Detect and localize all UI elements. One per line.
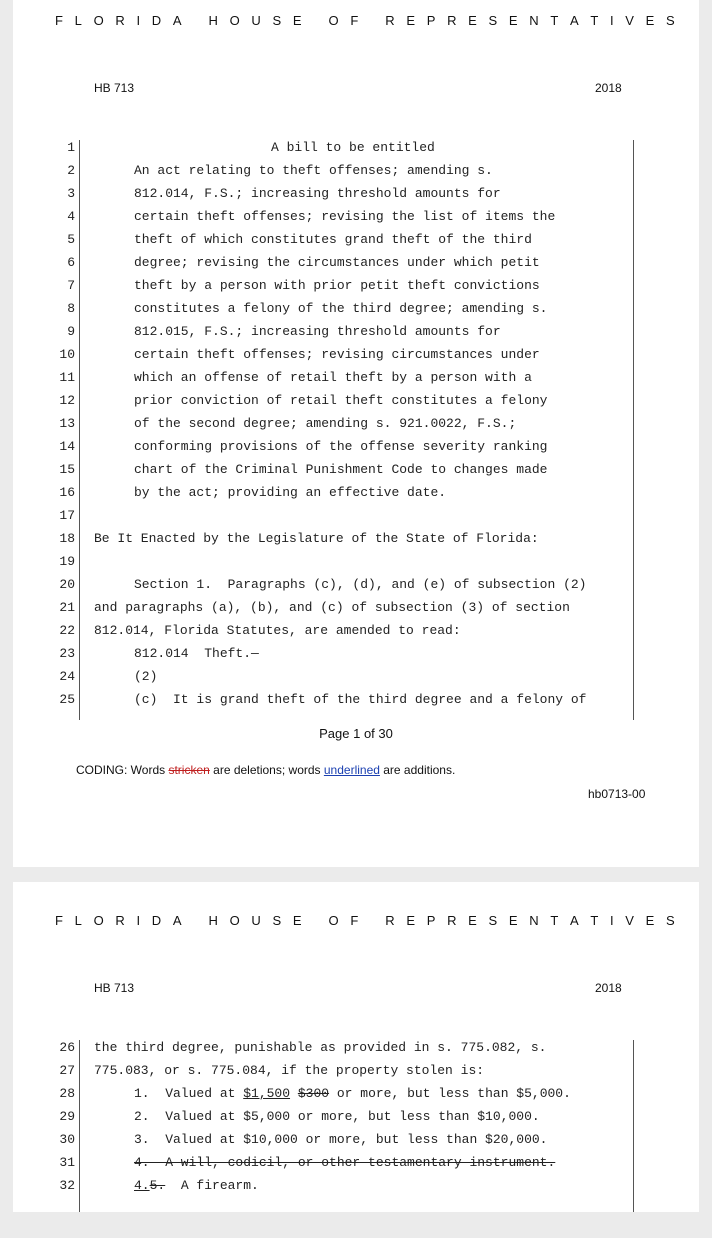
- chamber-letter: O: [328, 13, 339, 28]
- line-text: theft of which constitutes grand theft of the third: [134, 232, 532, 247]
- bill-line: [13, 324, 699, 347]
- line-number: 9: [67, 324, 75, 339]
- chamber-letter: R: [115, 913, 125, 928]
- chamber-letter: R: [447, 13, 457, 28]
- chamber-letter: A: [172, 913, 182, 928]
- bill-line: [13, 1155, 699, 1178]
- page-number: Page 1 of 30: [319, 726, 393, 741]
- bill-line: [13, 1086, 699, 1109]
- line-number: 29: [59, 1109, 75, 1124]
- line-text: the third degree, punishable as provided in s. 775.082, s.: [94, 1040, 547, 1055]
- chamber-letter: V: [625, 13, 634, 28]
- line-number: 30: [59, 1132, 75, 1147]
- line-number: 21: [59, 600, 75, 615]
- bill-year: 2018: [595, 81, 622, 95]
- chamber-letter: D: [151, 13, 162, 28]
- chamber-letter: E: [645, 913, 655, 928]
- line-number: 23: [59, 646, 75, 661]
- bill-line: [13, 232, 699, 255]
- chamber-letter: R: [385, 13, 395, 28]
- chamber-letter: S: [272, 913, 282, 928]
- chamber-letter: R: [115, 13, 125, 28]
- line-number: 1: [67, 140, 75, 155]
- coding-underlined: underlined: [323, 763, 380, 777]
- line-number: 6: [67, 255, 75, 270]
- line-number: 17: [59, 508, 75, 523]
- bill-page-2: [13, 882, 699, 1212]
- bill-line: [13, 278, 699, 301]
- line-text: (2): [134, 669, 158, 684]
- chamber-letter: N: [529, 13, 539, 28]
- line-text: 812.014, Florida Statutes, are amended to read:: [94, 623, 461, 638]
- chamber-letter: H: [208, 13, 218, 28]
- document-id: hb0713-00: [588, 787, 646, 801]
- chamber-letter: S: [665, 913, 675, 928]
- line-text: certain theft offenses; revising the list of items the: [134, 209, 556, 224]
- chamber-letter: F: [350, 13, 359, 28]
- line-number: 7: [67, 278, 75, 293]
- coding-stricken: stricken: [168, 763, 210, 777]
- chamber-letter: H: [208, 913, 218, 928]
- line-number: 8: [67, 301, 75, 316]
- bill-year: 2018: [595, 981, 622, 995]
- bill-line: [13, 531, 699, 554]
- chamber-letter: O: [93, 913, 104, 928]
- chamber-letter: L: [74, 913, 82, 928]
- chamber-letter: U: [251, 913, 261, 928]
- line-text: 3. Valued at $10,000 or more, but less than $20,000.: [134, 1132, 548, 1147]
- bill-line: [13, 1178, 699, 1201]
- line-text: prior conviction of retail theft constitutes a felony: [134, 393, 548, 408]
- line-number: 11: [59, 370, 75, 385]
- chamber-letter: S: [665, 13, 675, 28]
- chamber-letter: E: [292, 913, 302, 928]
- chamber-letter: E: [406, 13, 416, 28]
- chamber-letter: I: [609, 13, 614, 28]
- line-text: Be It Enacted by the Legislature of the State of Florida:: [94, 531, 539, 546]
- line-text: theft by a person with prior petit theft convictions: [134, 278, 540, 293]
- chamber-letter: E: [406, 913, 416, 928]
- line-text: chart of the Criminal Punishment Code to changes made: [134, 462, 548, 477]
- line-number: 24: [59, 669, 75, 684]
- chamber-letter: T: [550, 13, 559, 28]
- line-number: 15: [59, 462, 75, 477]
- bill-line: [13, 255, 699, 278]
- chamber-letter: A: [569, 13, 579, 28]
- line-number: 14: [59, 439, 75, 454]
- line-text: Section 1. Paragraphs (c), (d), and (e) of subsection (2): [134, 577, 587, 592]
- line-number: 27: [59, 1063, 75, 1078]
- line-number: 22: [59, 623, 75, 638]
- line-text: conforming provisions of the offense severity ranking: [134, 439, 548, 454]
- chamber-letter: F: [55, 13, 63, 28]
- chamber-letter: A: [172, 13, 182, 28]
- bill-line: [13, 1040, 699, 1063]
- chamber-letter: F: [55, 913, 63, 928]
- bill-line: [13, 347, 699, 370]
- bill-line: [13, 577, 699, 600]
- chamber-letter: O: [229, 913, 240, 928]
- deleted-text: 4. A will, codicil, or other testamentary instrument.: [134, 1155, 556, 1170]
- line-text: constitutes a felony of the third degree; amending s.: [134, 301, 548, 316]
- line-number: 10: [59, 347, 75, 362]
- line-text: (c) It is grand theft of the third degree and a felony of: [134, 692, 587, 707]
- line-number: 32: [59, 1178, 75, 1193]
- chamber-letter: O: [93, 13, 104, 28]
- line-number: 28: [59, 1086, 75, 1101]
- chamber-letter: [193, 913, 197, 933]
- chamber-letter: O: [229, 13, 240, 28]
- line-text: and paragraphs (a), (b), and (c) of subsection (3) of section: [94, 600, 570, 615]
- chamber-letter: P: [426, 913, 436, 928]
- bill-number: HB 713: [94, 981, 135, 995]
- chamber-letter: E: [468, 13, 477, 28]
- bill-line: [13, 370, 699, 393]
- coding-legend: [76, 763, 455, 777]
- chamber-letter: E: [645, 13, 655, 28]
- chamber-letter: E: [508, 13, 518, 28]
- line-text: 812.014 Theft.—: [134, 646, 259, 661]
- chamber-letter: I: [136, 13, 141, 28]
- line-number: 26: [59, 1040, 75, 1055]
- line-text: [134, 1178, 259, 1193]
- text-run: 1. Valued at: [134, 1086, 244, 1101]
- bill-line: [13, 439, 699, 462]
- chamber-letter: L: [74, 13, 82, 28]
- bill-line: [13, 669, 699, 692]
- line-number: 4: [67, 209, 75, 224]
- bill-line: [13, 1109, 699, 1132]
- line-text: which an offense of retail theft by a person with a: [134, 370, 532, 385]
- text-run: A firearm.: [165, 1178, 259, 1193]
- line-number: 19: [59, 554, 75, 569]
- deleted-text: $300: [297, 1086, 330, 1101]
- line-number: 13: [59, 416, 75, 431]
- coding-suffix: are additions.: [379, 763, 456, 777]
- line-text: [134, 1086, 571, 1101]
- line-text: by the act; providing an effective date.: [134, 485, 447, 500]
- line-number: 2: [67, 163, 75, 178]
- bill-line: [13, 692, 699, 715]
- inserted-text: 4.: [134, 1178, 150, 1193]
- line-number: 3: [67, 186, 75, 201]
- chamber-letter: [370, 13, 374, 33]
- deleted-text: 5.: [149, 1178, 166, 1193]
- chamber-letter: [313, 13, 317, 33]
- bill-line: [13, 485, 699, 508]
- bill-line: [13, 508, 699, 531]
- line-number: 20: [59, 577, 75, 592]
- line-text: An act relating to theft offenses; amending s.: [134, 163, 493, 178]
- line-text: certain theft offenses; revising circumstances under: [134, 347, 540, 362]
- chamber-letter: E: [292, 13, 302, 28]
- chamber-header: [55, 13, 675, 33]
- bill-line: [13, 140, 699, 163]
- line-text: of the second degree; amending s. 921.0022, F.S.;: [134, 416, 517, 431]
- chamber-letter: V: [625, 913, 634, 928]
- chamber-letter: N: [529, 913, 539, 928]
- chamber-letter: S: [488, 913, 498, 928]
- chamber-letter: U: [251, 13, 261, 28]
- coding-mid: are deletions; words: [209, 763, 324, 777]
- chamber-letter: T: [590, 913, 599, 928]
- line-number: 16: [59, 485, 75, 500]
- bill-line: [13, 186, 699, 209]
- chamber-letter: I: [609, 913, 614, 928]
- bill-line: [13, 209, 699, 232]
- inserted-text: $1,500: [243, 1086, 291, 1101]
- line-text: 812.014, F.S.; increasing threshold amounts for: [134, 186, 501, 201]
- line-text: A bill to be entitled: [271, 140, 435, 155]
- chamber-letter: A: [569, 913, 579, 928]
- coding-prefix: CODING: Words: [76, 763, 169, 777]
- chamber-letter: S: [488, 13, 498, 28]
- chamber-letter: E: [508, 913, 518, 928]
- bill-number: HB 713: [94, 81, 135, 95]
- line-number: 18: [59, 531, 75, 546]
- bill-line: [13, 1132, 699, 1155]
- bill-line: [13, 163, 699, 186]
- chamber-letter: R: [385, 913, 395, 928]
- chamber-header: [55, 913, 675, 933]
- bill-line: [13, 301, 699, 324]
- bill-line: [13, 393, 699, 416]
- bill-line: [13, 623, 699, 646]
- text-run: or more, but less than $5,000.: [329, 1086, 571, 1101]
- chamber-letter: I: [136, 913, 141, 928]
- chamber-letter: [313, 913, 317, 933]
- line-text: 775.083, or s. 775.084, if the property stolen is:: [94, 1063, 485, 1078]
- line-text: 2. Valued at $5,000 or more, but less than $10,000.: [134, 1109, 540, 1124]
- line-number: 12: [59, 393, 75, 408]
- chamber-letter: T: [590, 13, 599, 28]
- bill-line: [13, 1063, 699, 1086]
- chamber-letter: S: [272, 13, 282, 28]
- chamber-letter: P: [426, 13, 436, 28]
- chamber-letter: D: [151, 913, 162, 928]
- bill-line: [13, 462, 699, 485]
- text-run: [290, 1086, 298, 1101]
- chamber-letter: [193, 13, 197, 33]
- chamber-letter: E: [468, 913, 477, 928]
- chamber-letter: R: [447, 913, 457, 928]
- chamber-letter: T: [550, 913, 559, 928]
- bill-page-1: [13, 0, 699, 867]
- bill-line: [13, 416, 699, 439]
- chamber-letter: F: [350, 913, 359, 928]
- line-number: 25: [59, 692, 75, 707]
- line-text: 812.015, F.S.; increasing threshold amounts for: [134, 324, 501, 339]
- bill-line: [13, 554, 699, 577]
- line-number: 31: [59, 1155, 75, 1170]
- line-text: degree; revising the circumstances under which petit: [134, 255, 540, 270]
- chamber-letter: O: [328, 913, 339, 928]
- bill-line: [13, 646, 699, 669]
- chamber-letter: [370, 913, 374, 933]
- line-number: 5: [67, 232, 75, 247]
- bill-line: [13, 600, 699, 623]
